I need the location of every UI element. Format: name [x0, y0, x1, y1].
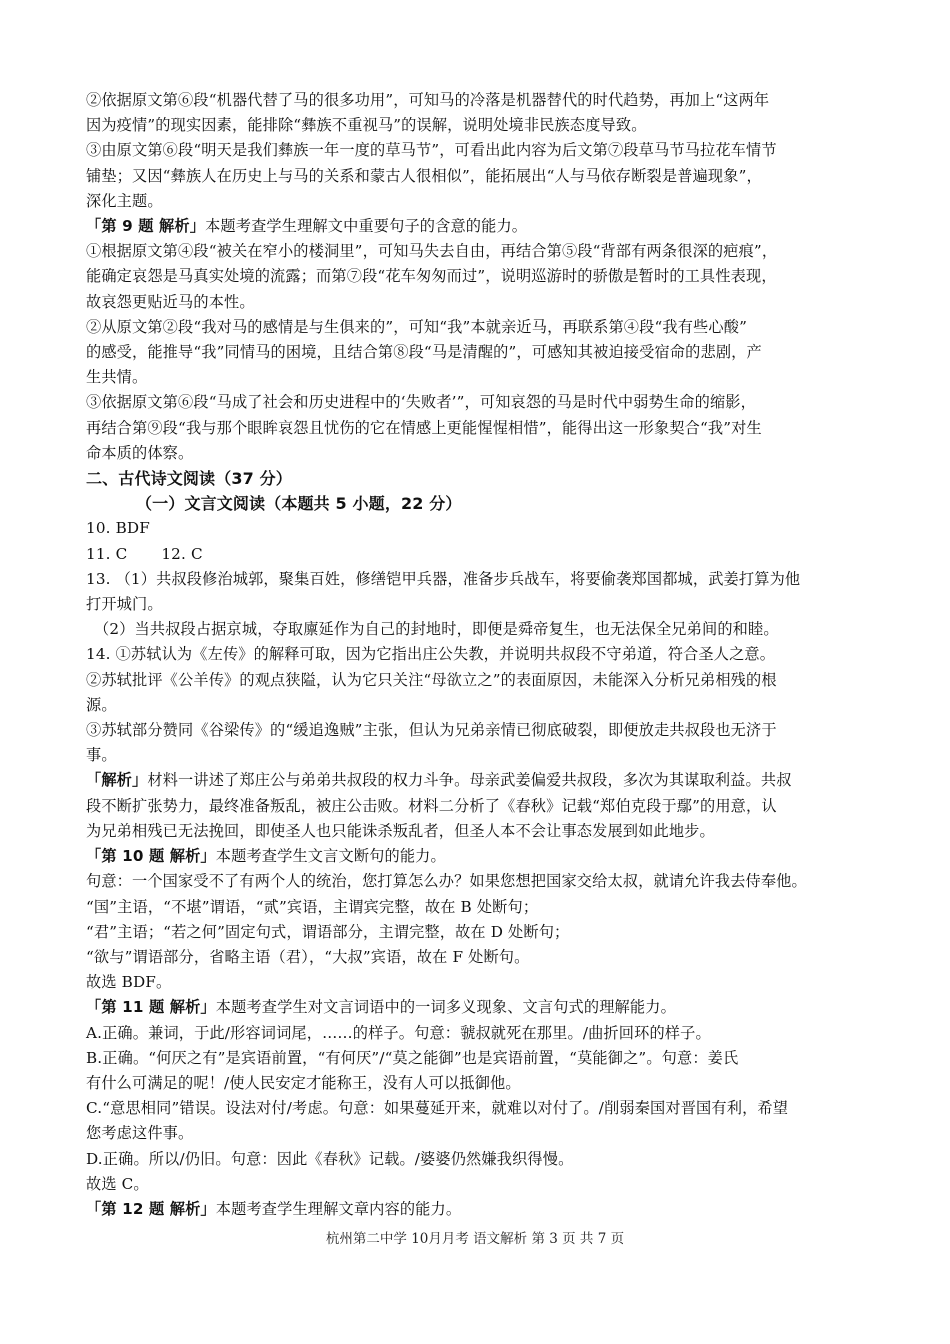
section-heading: 二、古代诗文阅读（37 分）: [86, 469, 292, 489]
text-line: 13. （1）共叔段修治城郭，聚集百姓，修缮铠甲兵器，准备步兵战车，将要偷袭郑国都城，武姜打算为他: [86, 569, 801, 588]
text-line: B.正确。“何厌之有”是宾语前置，“有何厌”/“莫之能御”也是宾语前置，“莫能御之”。句意：姜氏: [86, 1048, 739, 1067]
answer-11-12: 11. C 12. C: [86, 544, 203, 563]
text-line: 铺垫；又因“彝族人在历史上与马的关系和蒙古人很相似”，能拓展出“人与马依存断裂是普遍现象”，: [86, 166, 762, 185]
text-line: 事。: [86, 746, 117, 765]
analysis-line: 「第 12 题 解析」本题考查学生理解文章内容的能力。: [86, 1199, 462, 1218]
analysis-tag: 「解析」: [86, 771, 148, 790]
text-line: “君”主语；“若之何”固定句式，谓语部分，主谓完整，故在 D 处断句；: [86, 922, 570, 941]
text-line: 生共情。: [86, 368, 148, 387]
analysis-line: 「第 10 题 解析」本题考查学生文言文断句的能力。: [86, 847, 446, 866]
text-line: ②苏轼批评《公羊传》的观点狭隘，认为它只关注“母欲立之”的表面原因，未能深入分析兄弟相残的根: [86, 670, 777, 689]
answer-10: 10. BDF: [86, 519, 150, 538]
answer-body: [86, 88, 866, 1222]
text-line: 段不断扩张势力，最终准备叛乱，被庄公击败。材料二分析了《春秋》记载“郑伯克段于鄢”的用意，认: [86, 796, 777, 815]
text-line: （2）当共叔段占据京城，夺取廪延作为自己的封地时，即便是舜帝复生，也无法保全兄弟间的和睦。: [94, 620, 779, 639]
text-line: 源。: [86, 695, 117, 714]
text-line: ①根据原文第④段“被关在窄小的楼洞里”，可知马失去自由，再结合第⑤段“背部有两条很深的疤痕”，: [86, 242, 778, 261]
text-line: A.正确。兼词，于此/形容词词尾，……的样子。句意：虢叔就死在那里。/曲折回环的样子。: [86, 1023, 711, 1042]
text-line: ③苏轼部分赞同《谷梁传》的“缓追逸贼”主张，但认为兄弟亲情已彻底破裂，即便放走共叔段也无济于: [86, 721, 777, 740]
text-line: 深化主题。: [86, 191, 163, 210]
text-line: 故哀怨更贴近马的本性。: [86, 292, 255, 311]
text-line: 为兄弟相残已无法挽回，即使圣人也只能诛杀叛乱者，但圣人本不会让事态发展到如此地步。: [86, 821, 715, 840]
text-line: 打开城门。: [86, 595, 163, 614]
text-line: ②依据原文第⑥段“机器代替了马的很多功用”，可知马的冷落是机器替代的时代趋势，再加上“这两年: [86, 91, 770, 109]
analysis-line: 「第 9 题 解析」本题考查学生理解文中重要句子的含意的能力。: [86, 217, 528, 236]
text-line: 因为疫情”的现实因素，能排除“彝族不重视马”的误解，说明处境非民族态度导致。: [86, 116, 647, 135]
analysis-line: 「第 11 题 解析」本题考查学生对文言词语中的一词多义现象、文言句式的理解能力。: [86, 998, 676, 1017]
q10-analysis-tag: 「第 10 题 解析」: [86, 847, 216, 866]
page-footer: 杭州第二中学 10月月考 语文解析 第 3 页 共 7 页: [325, 1231, 625, 1247]
text-line: 句意：一个国家受不了有两个人的统治，您打算怎么办？如果您想把国家交给太叔，就请允许我去侍奉他。: [86, 872, 807, 891]
text-line: ③依据原文第⑥段“马成了社会和历史进程中的‘失败者’”，可知哀怨的马是时代中弱势生命的缩影，: [86, 393, 756, 412]
text-line: D.正确。所以/仍旧。句意：因此《春秋》记载。/婆婆仍然嫌我织得慢。: [86, 1149, 574, 1168]
text-line: ②从原文第②段“我对马的感情是与生俱来的”，可知“我”本就亲近马，再联系第④段“我有些心酸”: [86, 317, 747, 336]
q11-analysis-tag: 「第 11 题 解析」: [86, 998, 216, 1017]
analysis-line: 「解析」材料一讲述了郑庄公与弟弟共叔段的权力斗争。母亲武姜偏爱共叔段，多次为其谋取利益。共叔: [86, 771, 792, 790]
text-line: 的感受，能推导“我”同情马的困境，且结合第⑧段“马是清醒的”，可感知其被迫接受宿命的悲剧，产: [86, 343, 762, 362]
text-line: 14. ①苏轼认为《左传》的解释可取，因为它指出庄公失教，并说明共叔段不守弟道，符合圣人之意。: [86, 645, 776, 664]
text-line: 故选 C。: [86, 1174, 149, 1193]
text-line: 能确定哀怨是马真实处境的流露；而第⑦段“花车匆匆而过”，说明巡游时的骄傲是暂时的工具性表现，: [86, 267, 777, 286]
text-line: 有什么可满足的呢！/使人民安定才能称王，没有人可以抵御他。: [86, 1073, 521, 1092]
text-line: “欲与”谓语部分，省略主语（君），“大叔”宾语，故在 F 处断句。: [86, 947, 530, 966]
q9-analysis-tag: 「第 9 题 解析」: [86, 217, 206, 236]
q12-analysis-tag: 「第 12 题 解析」: [86, 1199, 216, 1218]
text-line: ③由原文第⑥段“明天是我们彝族一年一度的草马节”，可看出此内容为后文第⑦段草马节马拉花车情节: [86, 141, 777, 160]
text-line: 再结合第⑨段“我与那个眼眸哀怨且忧伤的它在情感上更能惺惺相惜”，能得出这一形象契合“我”对生: [86, 418, 762, 437]
subsection-heading: （一）文言文阅读（本题共 5 小题，22 分）: [136, 494, 462, 514]
text-line: 故选 BDF。: [86, 973, 172, 992]
text-line: “国”主语，“不堪”谓语，“贰”宾语，主谓宾完整，故在 B 处断句；: [86, 897, 539, 916]
text-line: C.“意思相同”错误。设法对付/考虑。句意：如果蔓延开来，就难以对付了。/削弱秦国对晋国有利，希望: [86, 1099, 789, 1118]
text-line: 命本质的体察。: [86, 443, 194, 462]
text-line: 您考虑这件事。: [86, 1124, 194, 1143]
